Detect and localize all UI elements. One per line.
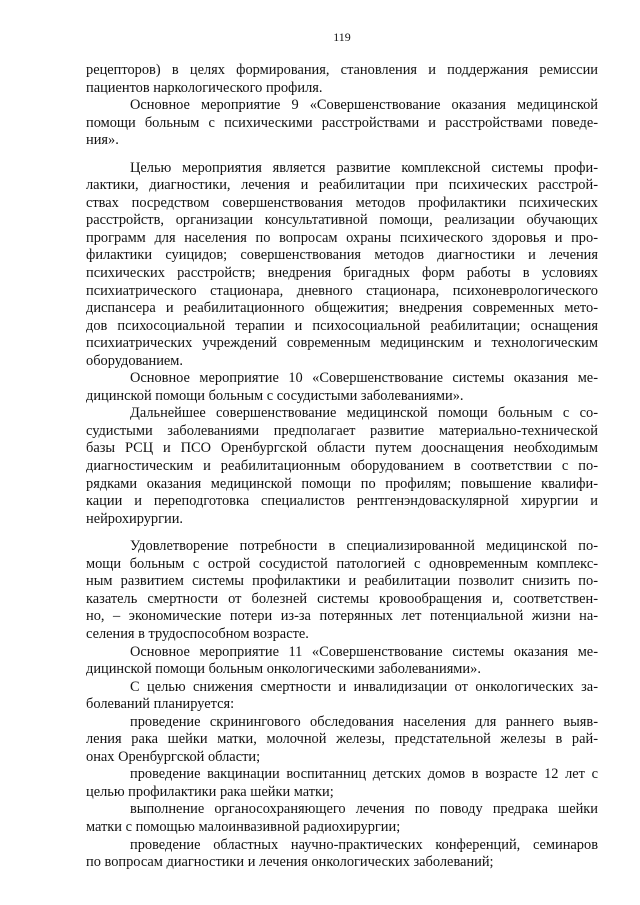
text-line: выполнение органосохраняющего лечения по поводу предрака шейки (130, 801, 598, 818)
text-line: диспансера и реабилитационного общежития; внедрения современных мето- (86, 300, 598, 317)
paragraph (86, 766, 598, 801)
paragraph (86, 679, 598, 714)
paragraph (86, 370, 598, 405)
paragraph (86, 837, 598, 872)
text-line: Удовлетворение потребности в специализированной медицинской по- (130, 538, 598, 555)
text-line: проведение областных научно-практических конференций, семинаров (130, 836, 598, 853)
text-line: целью профилактики рака шейки матки; (86, 783, 334, 800)
text-line: онах Оренбургской области; (86, 748, 261, 765)
text-line: ным развитием системы профилактики и реабилитации позволит снизить по- (86, 573, 598, 590)
paragraph (86, 538, 598, 643)
paragraph (86, 405, 598, 528)
text-line: психических расстройств; внедрения бригадных форм работы в условиях (86, 265, 598, 282)
paragraph (86, 160, 598, 371)
text-line: селения в трудоспособном возрасте. (86, 625, 309, 642)
text-line: Дальнейшее совершенствование медицинской помощи больным с со- (130, 405, 598, 422)
text-line: проведение скринингового обследования населения для раннего выяв- (130, 713, 598, 730)
body-text (86, 62, 598, 872)
text-line: базы РСЦ и ПСО Оренбургской области путем дооснащения необходимым (86, 440, 598, 457)
text-line: психиатрического стационара, дневного стационара, психоневрологического (86, 282, 598, 299)
paragraph-spacer (86, 150, 598, 160)
paragraph-spacer (86, 528, 598, 538)
text-line: расстройств, организации консультативной помощи, реализации обучающих (86, 212, 598, 229)
paragraph (86, 97, 598, 150)
text-line: филактики суицидов; совершенствования методов диагностики и лечения (86, 247, 598, 264)
text-line: проведение вакцинации воспитанниц детских домов в возрасте 12 лет с (130, 766, 598, 783)
text-line: рецепторов) в целях формирования, становления и поддержания ремиссии (86, 62, 598, 78)
text-line: помощи больным с психическими расстройствами и расстройствами поведе- (86, 114, 598, 131)
paragraph (86, 714, 598, 767)
text-line: ствах посредством совершенствования методов профилактики психических (86, 194, 598, 211)
text-line: Основное мероприятие 10 «Совершенствование системы оказания ме- (130, 370, 598, 387)
text-line: мощи больным с острой сосудистой патологией с одновременным комплекс- (86, 555, 598, 572)
text-line: программ для населения по вопросам охраны психического здоровья и про- (86, 229, 598, 246)
text-line: лактики, диагностики, лечения и реабилитации при психических расстрой- (86, 177, 598, 194)
text-line: болеваний планируется: (86, 696, 235, 713)
text-line: кации и переподготовка специалистов рентгенэндоваскулярной хирургии и (86, 493, 598, 510)
text-line: Целью мероприятия является развитие комплексной системы профи- (130, 159, 598, 176)
text-line: матки с помощью малоинвазивной радиохирургии; (86, 818, 401, 835)
text-line: диагностическим и реабилитационным оборудованием в соответствии с по- (86, 458, 598, 475)
paragraph (86, 644, 598, 679)
text-line: Основное мероприятие 9 «Совершенствование оказания медицинской (130, 97, 598, 114)
page-number: 119 (333, 30, 351, 44)
text-line: Основное мероприятие 11 «Совершенствование системы оказания ме- (130, 643, 598, 660)
text-line: но, – экономические потери из-за потерянных лет потенциальной жизни на- (86, 608, 598, 625)
text-line: ления рака шейки матки, молочной железы, предстательной железы в рай- (86, 731, 598, 748)
text-line: дицинской помощи больным с сосудистыми заболеваниями». (86, 387, 464, 404)
text-line: психиатрических учреждений современным медицинским и технологическим (86, 335, 598, 352)
text-line: С целью снижения смертности и инвалидизации от онкологических за- (130, 678, 598, 695)
text-line: пациентов наркологического профиля. (86, 79, 323, 96)
text-line: дицинской помощи больным онкологическими заболеваниями». (86, 661, 481, 678)
text-line: рядками оказания медицинской помощи по профилям; повышение квалифи- (86, 475, 598, 492)
paragraph (86, 62, 598, 97)
text-line: по вопросам диагностики и лечения онкологических заболеваний; (86, 854, 494, 871)
text-line: судистыми заболеваниями предполагает развитие материально-технической (86, 422, 598, 439)
text-line: нейрохирургии. (86, 510, 184, 527)
text-line: дов психосоциальной терапии и психосоциальной реабилитации; оснащения (86, 317, 598, 334)
text-line: казатель смертности от болезней системы кровообращения и, соответствен- (86, 590, 598, 607)
text-line: ния». (86, 132, 119, 149)
text-line: оборудованием. (86, 352, 184, 369)
paragraph (86, 801, 598, 836)
